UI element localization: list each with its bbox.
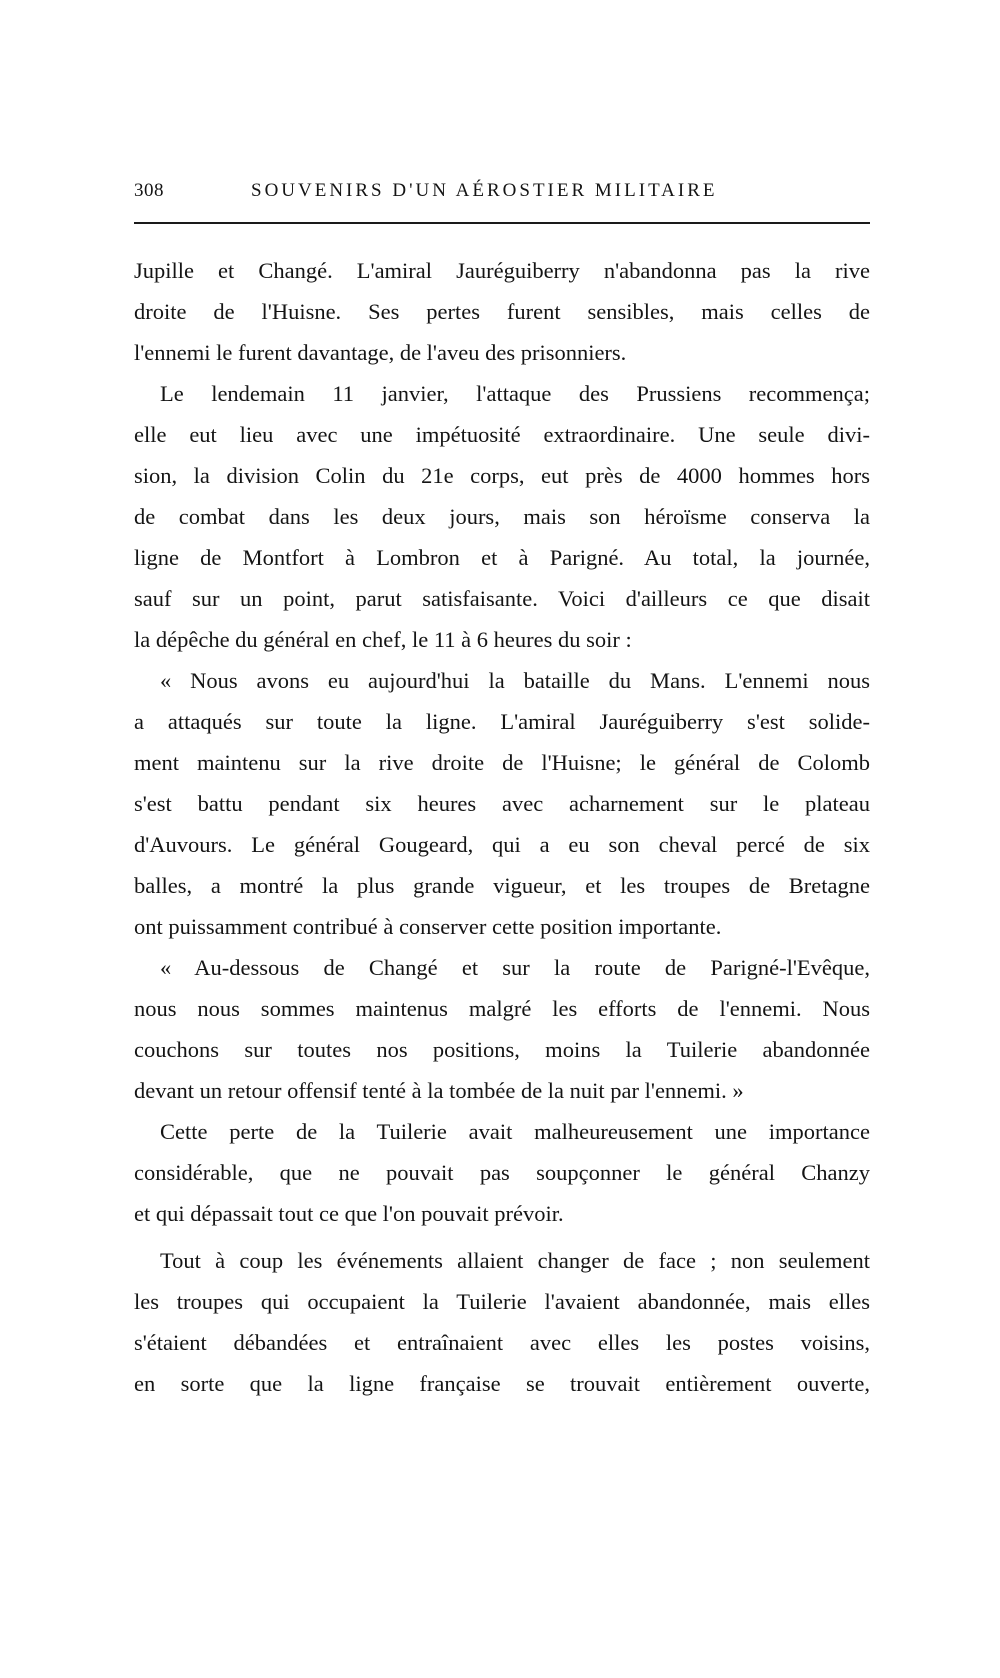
text-line: et qui dépassait tout ce que l'on pouvait prévoir. (134, 1201, 564, 1226)
text-line: l'ennemi le furent davantage, de l'aveu des prisonniers. (134, 340, 627, 365)
page-number: 308 (134, 180, 164, 201)
text-line: couchons sur toutes nos positions, moins la Tuilerie abandonnée (134, 1037, 870, 1062)
text-line: nous nous sommes maintenus malgré les efforts de l'ennemi. Nous (134, 996, 870, 1021)
text-line: Le lendemain 11 janvier, l'attaque des Prussiens recommença; (160, 381, 870, 406)
text-line: Jupille et Changé. L'amiral Jauréguiberry n'abandonna pas la rive (134, 258, 870, 283)
text-line: s'est battu pendant six heures avec acharnement sur le plateau (134, 791, 870, 816)
text-line: Cette perte de la Tuilerie avait malheureusement une importance (160, 1119, 870, 1144)
text-line: ligne de Montfort à Lombron et à Parigné. Au total, la journée, (134, 545, 870, 570)
text-line: d'Auvours. Le général Gougeard, qui a eu son cheval percé de six (134, 832, 870, 857)
text-line: la dépêche du général en chef, le 11 à 6 heures du soir : (134, 627, 632, 652)
text-line: devant un retour offensif tenté à la tombée de la nuit par l'ennemi. » (134, 1078, 744, 1103)
body-text (134, 250, 870, 1404)
text-line: elle eut lieu avec une impétuosité extraordinaire. Une seule divi- (134, 422, 870, 447)
text-line: Tout à coup les événements allaient changer de face ; non seulement (160, 1248, 870, 1273)
header-rule (134, 222, 870, 224)
text-line: en sorte que la ligne française se trouvait entièrement ouverte, (134, 1371, 870, 1396)
text-line: s'étaient débandées et entraînaient avec elles les postes voisins, (134, 1330, 870, 1355)
text-line: les troupes qui occupaient la Tuilerie l'avaient abandonnée, mais elles (134, 1289, 870, 1314)
text-line: de combat dans les deux jours, mais son héroïsme conserva la (134, 504, 870, 529)
text-line: considérable, que ne pouvait pas soupçonner le général Chanzy (134, 1160, 870, 1185)
text-line: a attaqués sur toute la ligne. L'amiral Jauréguiberry s'est solide- (134, 709, 870, 734)
text-line: droite de l'Huisne. Ses pertes furent sensibles, mais celles de (134, 299, 870, 324)
running-head-title: SOUVENIRS D'UN AÉROSTIER MILITAIRE (251, 180, 718, 201)
text-line: « Au-dessous de Changé et sur la route de Parigné-l'Evêque, (160, 955, 870, 980)
text-line: « Nous avons eu aujourd'hui la bataille du Mans. L'ennemi nous (160, 668, 870, 693)
text-line: ont puissamment contribué à conserver cette position importante. (134, 914, 722, 939)
running-head (134, 180, 870, 210)
text-line: balles, a montré la plus grande vigueur, et les troupes de Bretagne (134, 873, 870, 898)
text-line: ment maintenu sur la rive droite de l'Huisne; le général de Colomb (134, 750, 870, 775)
text-line: sauf sur un point, parut satisfaisante. Voici d'ailleurs ce que disait (134, 586, 870, 611)
text-line: sion, la division Colin du 21e corps, eut près de 4000 hommes hors (134, 463, 870, 488)
